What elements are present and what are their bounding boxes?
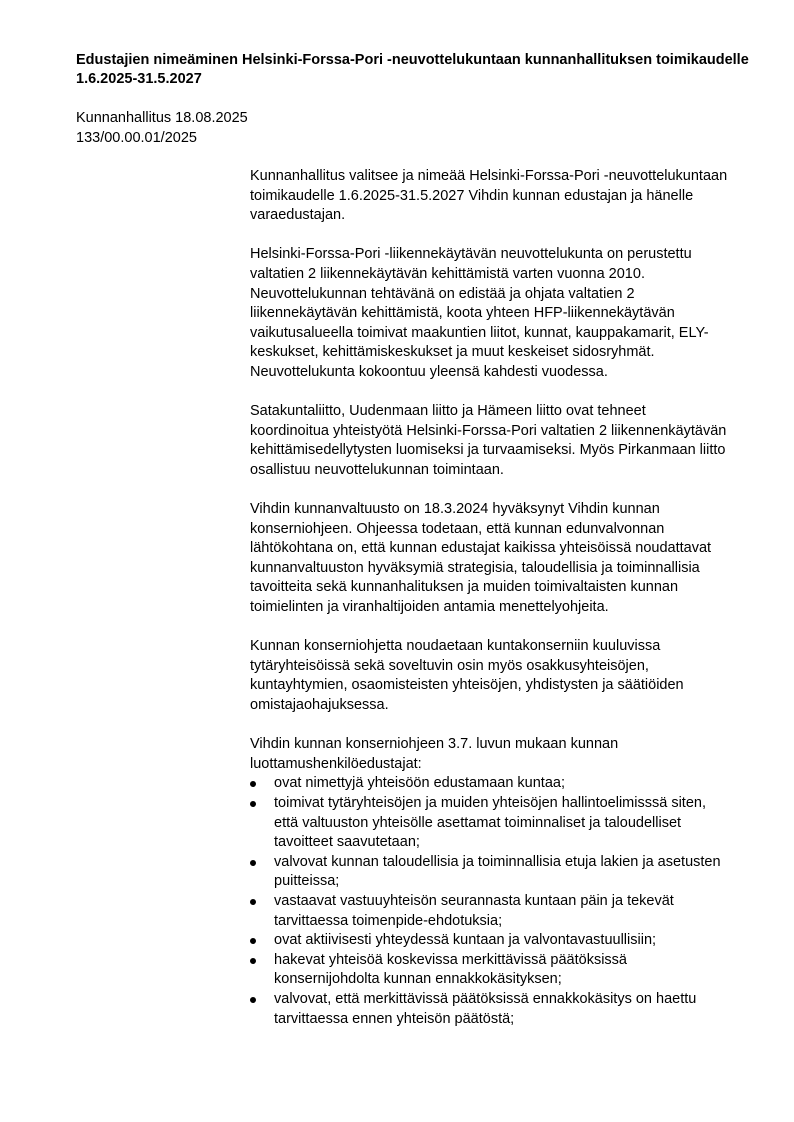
text-line: Vihdin kunnanvaltuusto on 18.3.2024 hyväksynyt Vihdin kunnan — [250, 501, 660, 518]
text-line: toimivat tytäryhteisöjen ja muiden yhteisöjen hallintoelimisssä siten, — [274, 795, 706, 811]
text-line: Neuvottelukunnan tehtävänä on edistää ja ohjata valtatien 2 — [250, 285, 635, 302]
text-line: toimikaudelle 1.6.2025-31.5.2027 Vihdin kunnan edustajan ja hänelle — [250, 187, 694, 204]
bullet-icon — [250, 899, 256, 905]
bullet-icon — [250, 997, 256, 1003]
bullet-icon — [250, 938, 256, 944]
text-line: kuntayhtymien, osaomisteisten yhteisöjen, yhdistysten ja säätiöiden — [250, 677, 684, 694]
text-line: Helsinki-Forssa-Pori -liikennekäytävän neuvottelukunta on perustettu — [250, 246, 692, 263]
text-line: lähtökohtana on, että kunnan edustajat kaikissa yhteisöissä noudattavat — [250, 540, 712, 557]
text-line: kehittämisedellytysten luomiseksi ja turvaamiseksi. Myös Pirkanmaan liitto — [250, 442, 726, 459]
text-line: tytäryhteisöissä sekä soveltuvin osin myös osakkusyhteisöjen, — [250, 657, 649, 674]
document-body — [250, 167, 750, 1029]
text-line: tarvittaessa ennen yhteisön päätöstä; — [274, 1010, 515, 1027]
paragraph — [250, 167, 750, 226]
paragraph — [250, 402, 750, 480]
bullet-list — [250, 774, 750, 1029]
text-line: Kunnanhallitus valitsee ja nimeää Helsinki-Forssa-Pori -neuvottelukuntaan — [250, 168, 728, 184]
bullet-icon — [250, 781, 256, 787]
list-item — [250, 931, 750, 951]
list-item — [250, 951, 750, 990]
text-line: kunnanvaltuuston hyväksymiä strategisia, taloudellisia ja toiminnallisia — [250, 559, 700, 576]
title-line: Edustajien nimeäminen Helsinki-Forssa-Pori -neuvottelukuntaan kunnanhallituksen toimikaudelle — [76, 52, 749, 68]
paragraph — [250, 637, 750, 715]
text-line: varaedustajan. — [250, 207, 346, 224]
text-line: ovat nimettyjä yhteisöön edustamaan kuntaa; — [274, 775, 565, 792]
text-line: Satakuntaliitto, Uudenmaan liitto ja Hämeen liitto ovat tehneet — [250, 403, 646, 420]
document-meta — [76, 109, 248, 148]
bullet-icon — [250, 801, 256, 807]
text-line: omistajaohajuksessa. — [250, 697, 389, 714]
text-line: ovat aktiivisesti yhteydessä kuntaan ja valvontavastuullisiin; — [274, 932, 657, 949]
text-line: liikennekäytävän kehittämistä, koota yhteen HFP-liikennekäytävän — [250, 305, 675, 322]
meeting-date: Kunnanhallitus 18.08.2025 — [76, 110, 248, 126]
text-line: Neuvottelukunta kokoontuu yleensä kahdesti vuodessa. — [250, 363, 608, 380]
text-line: hakevat yhteisöä koskevissa merkittävissä päätöksissä — [274, 951, 627, 968]
list-intro — [250, 735, 750, 774]
text-line: Vihdin kunnan konserniohjeen 3.7. luvun mukaan kunnan — [250, 736, 619, 753]
bullet-icon — [250, 958, 256, 964]
paragraph — [250, 500, 750, 618]
text-line: että valtuuston yhteisölle asettamat toiminnaliset ja taloudelliset — [274, 814, 682, 831]
text-line: puitteissa; — [274, 873, 340, 890]
text-line: luottamushenkilöedustajat: — [250, 755, 422, 772]
record-number: 133/00.00.01/2025 — [76, 129, 197, 146]
text-line: tarvittaessa toimenpide-ehdotuksia; — [274, 912, 503, 929]
text-line: keskukset, kehittämiskeskukset ja muut keskeiset sidosryhmät. — [250, 344, 655, 361]
text-line: valvovat kunnan taloudellisia ja toiminnallisia etuja lakien ja asetusten — [274, 853, 721, 870]
text-line: koordinoitua yhteistyötä Helsinki-Forssa-Pori valtatien 2 liikennenkäytävän — [250, 422, 727, 439]
list-item — [250, 892, 750, 931]
text-line: toimielinten ja viranhaltijoiden antamia menettelyohjeita. — [250, 599, 609, 616]
text-line: vastaavat vastuuyhteisön seurannasta kuntaan päin ja tekevät — [274, 892, 674, 909]
text-line: valtatien 2 liikennekäytävän kehittämistä varten vuonna 2010. — [250, 265, 645, 282]
text-line: Kunnan konserniohjetta noudaetaan kuntakonserniin kuuluvissa — [250, 638, 661, 655]
paragraph — [250, 245, 750, 382]
list-item — [250, 794, 750, 853]
document-title — [76, 51, 756, 89]
list-item — [250, 990, 750, 1029]
text-line: tavoitteet saavutetaan; — [274, 834, 420, 851]
text-line: konserniohjeen. Ohjeessa todetaan, että kunnan edunvalvonnan — [250, 520, 665, 537]
text-line: vaikutusalueella toimivat maakuntien liitot, kunnat, kauppakamarit, ELY- — [250, 324, 709, 341]
bullet-icon — [250, 860, 256, 866]
text-line: osallistuu neuvottelukunnan toimintaan. — [250, 461, 504, 478]
list-item — [250, 853, 750, 892]
text-line: valvovat, että merkittävissä päätöksissä ennakkokäsitys on haettu — [274, 990, 697, 1007]
text-line: konsernijohdolta kunnan ennakkokäsityksen; — [274, 971, 562, 988]
text-line: tavoitteita sekä kunnanhalituksen ja muiden toimivaltaisten kunnan — [250, 579, 679, 596]
title-line: 1.6.2025-31.5.2027 — [76, 71, 202, 87]
list-item — [250, 774, 750, 794]
